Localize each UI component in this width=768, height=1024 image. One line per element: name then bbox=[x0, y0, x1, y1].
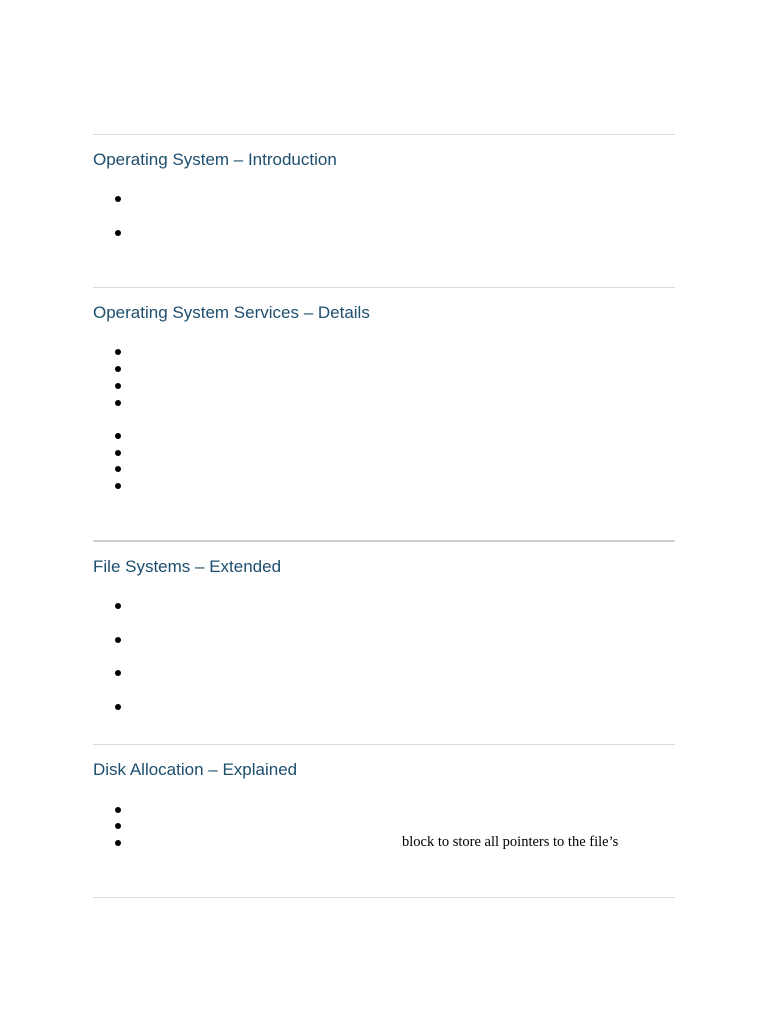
list-item-bullet bbox=[115, 807, 121, 813]
list-item-bullet bbox=[115, 840, 121, 846]
list-item-bullet bbox=[115, 483, 121, 489]
section-divider bbox=[93, 287, 675, 288]
section-divider bbox=[93, 744, 675, 745]
list-item-bullet bbox=[115, 450, 121, 456]
list-item-bullet bbox=[115, 823, 121, 829]
document-page bbox=[93, 0, 675, 1024]
list-item-bullet bbox=[115, 400, 121, 406]
list-item-bullet bbox=[115, 366, 121, 372]
section-divider bbox=[93, 540, 675, 542]
list-item-bullet bbox=[115, 349, 121, 355]
list-item-bullet bbox=[115, 670, 121, 676]
list-item-bullet bbox=[115, 704, 121, 710]
section-heading-file-systems: File Systems – Extended bbox=[93, 557, 282, 576]
section-divider bbox=[93, 134, 675, 135]
list-item-bullet bbox=[115, 433, 121, 439]
list-item-text: block to store all pointers to the file’s bbox=[402, 834, 619, 850]
list-item-bullet bbox=[115, 603, 121, 609]
section-divider bbox=[93, 897, 675, 898]
section-heading-disk-allocation: Disk Allocation – Explained bbox=[93, 760, 298, 779]
list-item-bullet bbox=[115, 196, 121, 202]
list-item-bullet bbox=[115, 383, 121, 389]
list-item-bullet bbox=[115, 637, 121, 643]
list-item-bullet bbox=[115, 466, 121, 472]
section-heading-os-introduction: Operating System – Introduction bbox=[93, 150, 337, 169]
section-heading-os-services: Operating System Services – Details bbox=[93, 303, 370, 322]
list-item-bullet bbox=[115, 230, 121, 236]
